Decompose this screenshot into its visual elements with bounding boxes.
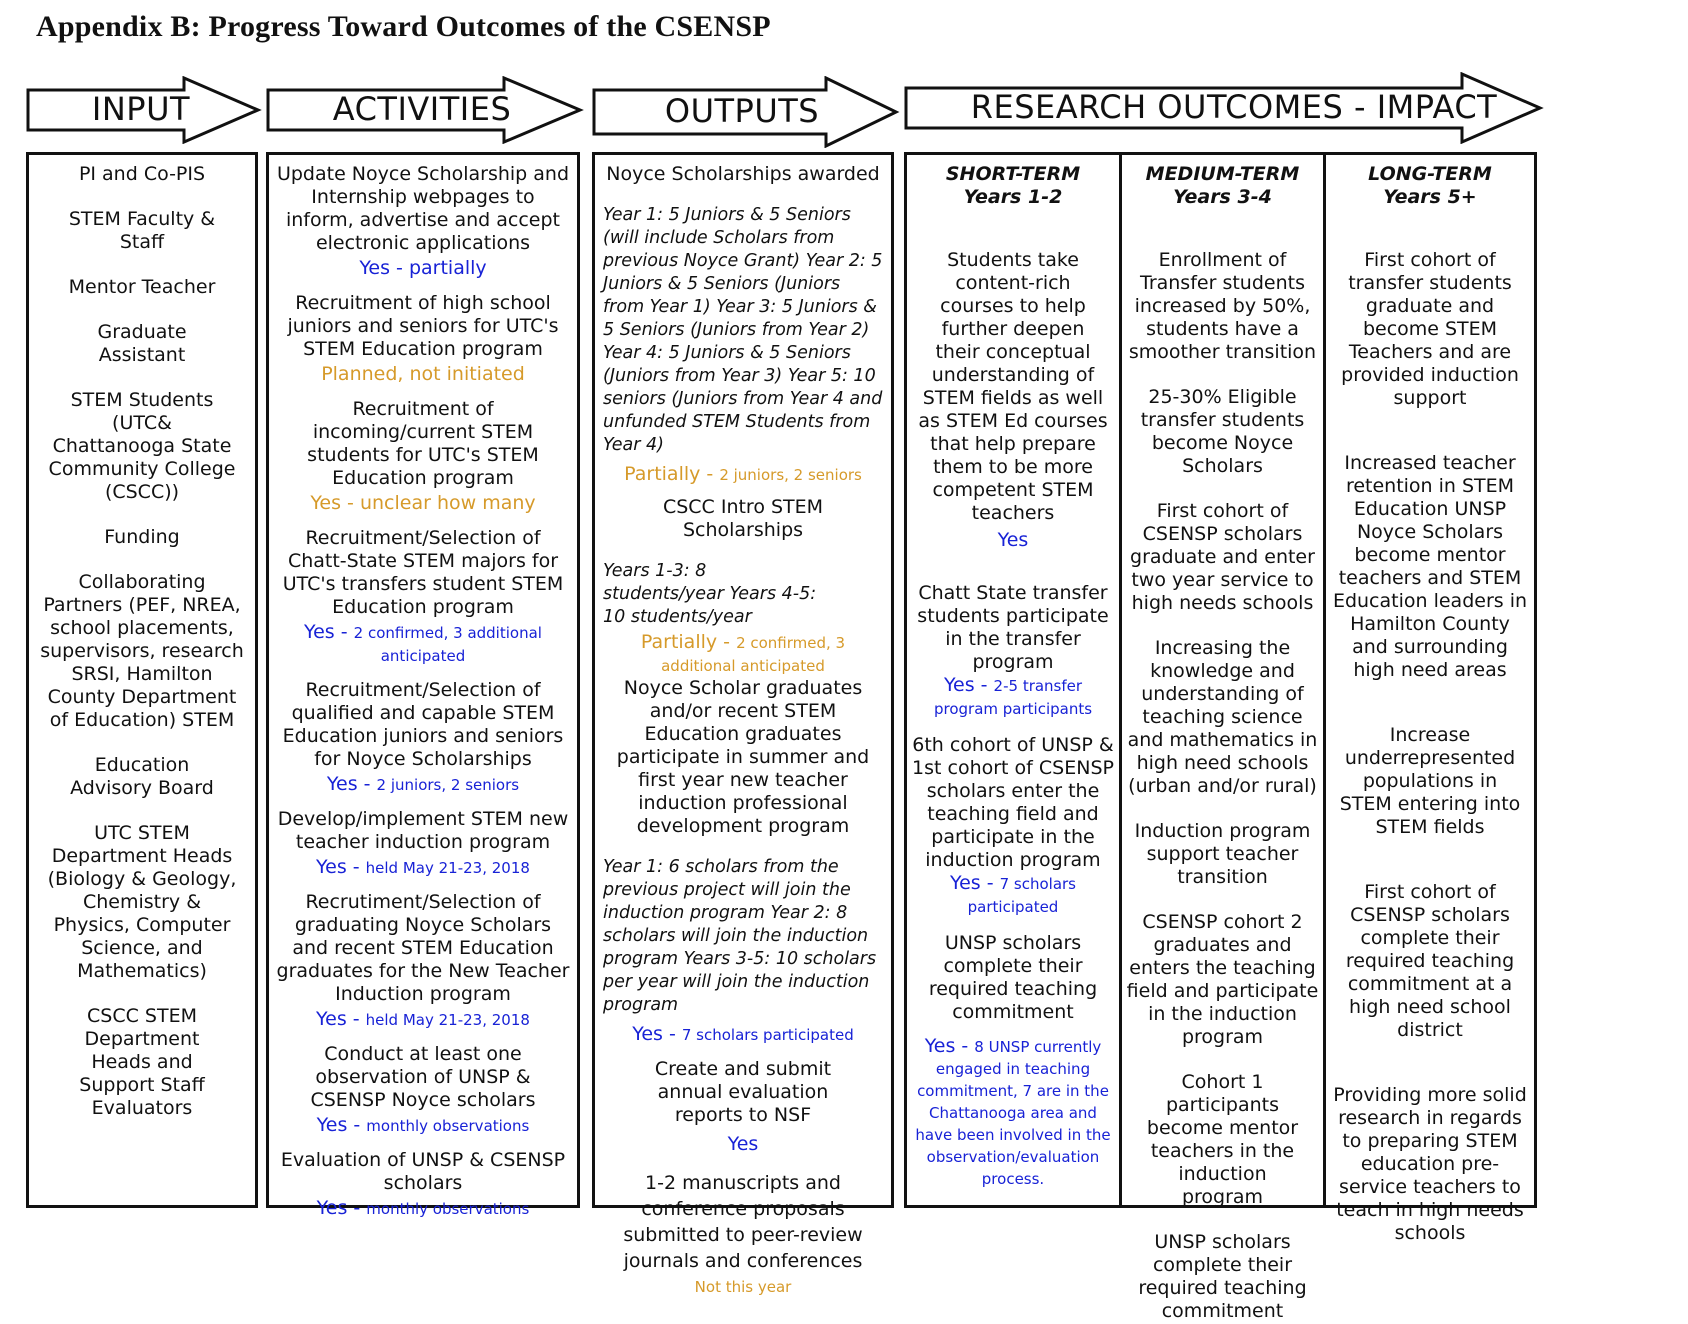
short-term-item bbox=[911, 932, 1115, 1190]
activity-item bbox=[275, 1149, 571, 1220]
activity-text: Update Noyce Scholarship and Internship webpages to inform, advertise and accept electronic applications bbox=[276, 163, 570, 254]
status-label: Yes - bbox=[316, 1114, 367, 1136]
output-manuscripts-title: 1-2 manuscripts and conference proposals submitted to peer-review journals and conferences bbox=[623, 1172, 863, 1272]
activity-item bbox=[275, 679, 571, 796]
activity-item bbox=[275, 292, 571, 386]
status-detail: monthly observations bbox=[366, 1117, 530, 1135]
activity-status: Yes - partially bbox=[359, 257, 487, 279]
input-item: UTC STEM Department Heads (Biology & Geology, Chemistry & Physics, Computer Science, and Mathematics) bbox=[47, 822, 237, 982]
activity-text: Recrutiment/Selection of graduating Noyce Scholars and recent STEM Education graduates for the New Teacher Induction program bbox=[276, 891, 570, 1005]
status-label: Yes - bbox=[924, 1035, 975, 1057]
activity-text: Conduct at least one observation of UNSP & CSENSP Noyce scholars bbox=[310, 1043, 536, 1111]
output-manuscripts-status: Not this year bbox=[694, 1278, 792, 1296]
status-detail: 2 juniors, 2 seniors bbox=[376, 776, 520, 794]
input-item: Collaborating Partners (PEF, NREA, school placements, supervisors, research SRSI, Hamilton County Department of Education) STEM bbox=[40, 571, 244, 731]
status-detail: 7 scholars participated bbox=[681, 1026, 854, 1044]
short-term-item bbox=[911, 582, 1115, 720]
status-label: Yes - bbox=[304, 621, 354, 643]
outputs-column bbox=[592, 152, 894, 1296]
activity-text: Recruitment/Selection of qualified and capable STEM Education juniors and seniors for Noyce Scholarships bbox=[282, 679, 564, 770]
status-detail: 2 juniors, 2 seniors bbox=[719, 466, 862, 484]
input-item: CSCC STEM Department Heads and Support Staff Evaluators bbox=[79, 1005, 205, 1119]
output-noyce-title: Noyce Scholarships awarded bbox=[606, 163, 880, 185]
activity-text: Evaluation of UNSP & CSENSP scholars bbox=[280, 1149, 566, 1194]
output-noyce-years: Year 1: 5 Juniors & 5 Seniors (will include Scholars from previous Noyce Grant) Year 2: 5 Juniors & 5 Seniors (Juniors from Year 1) Year 3: 5 Juniors & 5 Seniors (Juniors from Year 2) Year 4: 5 Juniors & 5 Seniors (Juniors from Year 3) Year 5: 10 seniors (Juniors from Year 4 and unfunded STEM Students from Year 4) bbox=[603, 205, 883, 455]
medium-term-column bbox=[1119, 152, 1326, 1322]
medium-term-header: MEDIUM-TERM bbox=[1145, 163, 1300, 185]
medium-term-item: Cohort 1 participants become mentor teachers in the induction program bbox=[1146, 1071, 1299, 1208]
arrow-input bbox=[26, 76, 262, 144]
input-item: Graduate Assistant bbox=[97, 321, 187, 366]
long-term-header: LONG-TERM bbox=[1368, 163, 1492, 185]
item-status bbox=[911, 674, 1115, 720]
arrow-outputs bbox=[592, 76, 900, 148]
activity-item bbox=[275, 1043, 571, 1137]
activity-item bbox=[275, 808, 571, 879]
input-item: Education Advisory Board bbox=[70, 754, 214, 799]
activity-text: Recruitment of incoming/current STEM students for UTC's STEM Education program bbox=[307, 398, 539, 489]
input-column bbox=[26, 152, 258, 1208]
item-status bbox=[911, 1036, 1115, 1190]
long-term-item: Increase underrepresented populations in STEM entering into STEM fields bbox=[1339, 724, 1521, 838]
input-item: Mentor Teacher bbox=[68, 276, 216, 298]
activity-text: Recruitment of high school juniors and seniors for UTC's STEM Education program bbox=[287, 292, 559, 360]
status-label: Partially - bbox=[640, 631, 737, 653]
long-term-item: Providing more solid research in regards to preparing STEM education pre-service teachers to teach in high needs schools bbox=[1333, 1084, 1527, 1244]
activity-status bbox=[275, 773, 571, 796]
long-term-years: Years 5+ bbox=[1383, 186, 1477, 208]
medium-term-years: Years 3-4 bbox=[1173, 186, 1272, 208]
short-term-item bbox=[911, 734, 1115, 918]
status-label: Yes - bbox=[943, 674, 994, 696]
output-noyce-status bbox=[603, 463, 883, 486]
activity-text: Recruitment/Selection of Chatt-State STEM majors for UTC's transfers student STEM Education program bbox=[282, 527, 564, 618]
arrow-outcomes bbox=[904, 72, 1544, 144]
output-induction-years: Year 1: 6 scholars from the previous project will join the induction program Year 2: 8 scholars will join the induction program Years 3-5: 10 scholars per year will join the induction program bbox=[603, 857, 877, 1015]
activity-item bbox=[275, 398, 571, 515]
arrow-activities-label: ACTIVITIES bbox=[332, 90, 512, 128]
activity-item bbox=[275, 891, 571, 1031]
medium-term-item: 25-30% Eligible transfer students become Noyce Scholars bbox=[1140, 386, 1305, 477]
output-reports-status: Yes bbox=[727, 1133, 759, 1155]
item-text: Students take content-rich courses to help further deepen their conceptual understanding of STEM fields as well as STEM Ed courses that help prepare them to be more competent STEM teachers bbox=[918, 249, 1108, 524]
input-item: STEM Students (UTC& Chattanooga State Community College (CSCC)) bbox=[48, 389, 236, 503]
input-item: PI and Co-PIS bbox=[78, 163, 206, 185]
status-label: Yes - bbox=[316, 856, 366, 878]
long-term-column bbox=[1323, 152, 1537, 1244]
medium-term-item: Increasing the knowledge and understanding of teaching science and mathematics in high need schools (urban and/or rural) bbox=[1127, 637, 1318, 797]
medium-term-item: Induction program support teacher transition bbox=[1134, 820, 1311, 888]
activity-status: Yes - unclear how many bbox=[310, 492, 536, 514]
output-reports-title: Create and submit annual evaluation reports to NSF bbox=[654, 1058, 832, 1126]
activity-status bbox=[275, 1008, 571, 1031]
activities-column bbox=[266, 152, 580, 1219]
status-detail: held May 21-23, 2018 bbox=[365, 1011, 530, 1029]
short-term-column bbox=[904, 152, 1122, 1208]
output-induction-title: Noyce Scholar graduates and/or recent STEM Education graduates participate in summer and first year new teacher induction professional development program bbox=[616, 677, 870, 837]
status-label: Yes - bbox=[326, 773, 377, 795]
arrow-activities bbox=[266, 76, 584, 144]
activity-item bbox=[275, 527, 571, 667]
status-detail: held May 21-23, 2018 bbox=[365, 859, 530, 877]
activity-item bbox=[275, 163, 571, 280]
status-detail: 2 confirmed, 3 additional anticipated bbox=[353, 624, 542, 665]
item-text: 6th cohort of UNSP & 1st cohort of CSENSP scholars enter the teaching field and participate in the induction program bbox=[912, 734, 1114, 871]
medium-term-item: CSENSP cohort 2 graduates and enters the teaching field and participate in the induction program bbox=[1126, 911, 1319, 1048]
medium-term-item: First cohort of CSENSP scholars graduate and enter two year service to high needs schools bbox=[1130, 500, 1315, 614]
arrow-input-label: INPUT bbox=[91, 90, 191, 128]
status-label: Yes - bbox=[949, 872, 1000, 894]
medium-term-item: UNSP scholars complete their required teaching commitment bbox=[1138, 1231, 1307, 1322]
output-induction-status bbox=[603, 1023, 883, 1046]
long-term-item: First cohort of CSENSP scholars complete their required teaching commitment at a high need school district bbox=[1345, 881, 1515, 1041]
short-term-header: SHORT-TERM bbox=[945, 163, 1081, 185]
short-term-item bbox=[911, 249, 1115, 552]
status-detail: 8 UNSP currently engaged in teaching commitment, 7 are in the Chattanooga area and have been involved in the observation/evaluation process. bbox=[915, 1038, 1111, 1188]
status-detail: 2 confirmed, 3 additional anticipated bbox=[661, 634, 846, 675]
item-status bbox=[911, 872, 1115, 918]
output-cscc-years: Years 1-3: 8 students/year Years 4-5: 10 students/year bbox=[603, 561, 817, 627]
activity-status bbox=[275, 1114, 571, 1137]
output-cscc-status bbox=[633, 631, 853, 677]
long-term-item: First cohort of transfer students graduate and become STEM Teachers and are provided induction support bbox=[1341, 249, 1519, 409]
item-text: UNSP scholars complete their required teaching commitment bbox=[928, 932, 1098, 1023]
arrow-outcomes-label: RESEARCH OUTCOMES - IMPACT bbox=[970, 88, 1498, 126]
item-status: Yes bbox=[997, 529, 1029, 551]
page-title: Appendix B: Progress Toward Outcomes of the CSENSP bbox=[36, 10, 771, 43]
short-term-years: Years 1-2 bbox=[963, 186, 1063, 208]
status-detail: 7 scholars participated bbox=[967, 875, 1076, 916]
input-item: Funding bbox=[104, 526, 180, 548]
activity-text: Develop/implement STEM new teacher induction program bbox=[277, 808, 569, 853]
activity-status: Planned, not initiated bbox=[321, 363, 525, 385]
status-label: Partially - bbox=[624, 463, 720, 485]
medium-term-item: Enrollment of Transfer students increased by 50%, students have a smoother transition bbox=[1128, 249, 1317, 363]
item-text: Chatt State transfer students participate in the transfer program bbox=[917, 582, 1109, 673]
status-detail: 2-5 transfer program participants bbox=[933, 677, 1093, 718]
activity-status bbox=[275, 856, 571, 879]
activity-status bbox=[275, 621, 571, 667]
long-term-item: Increased teacher retention in STEM Education UNSP Noyce Scholars become mentor teachers and STEM Education leaders in Hamilton County and surrounding high need areas bbox=[1332, 452, 1528, 681]
status-label: Yes - bbox=[632, 1023, 682, 1045]
activity-status bbox=[275, 1197, 571, 1220]
output-cscc-title: CSCC Intro STEM Scholarships bbox=[662, 496, 824, 541]
input-item: STEM Faculty & Staff bbox=[68, 208, 216, 253]
status-label: Yes - bbox=[316, 1197, 367, 1219]
arrow-outputs-label: OUTPUTS bbox=[664, 92, 820, 130]
status-label: Yes - bbox=[316, 1008, 366, 1030]
status-detail: monthly observations bbox=[366, 1200, 530, 1218]
